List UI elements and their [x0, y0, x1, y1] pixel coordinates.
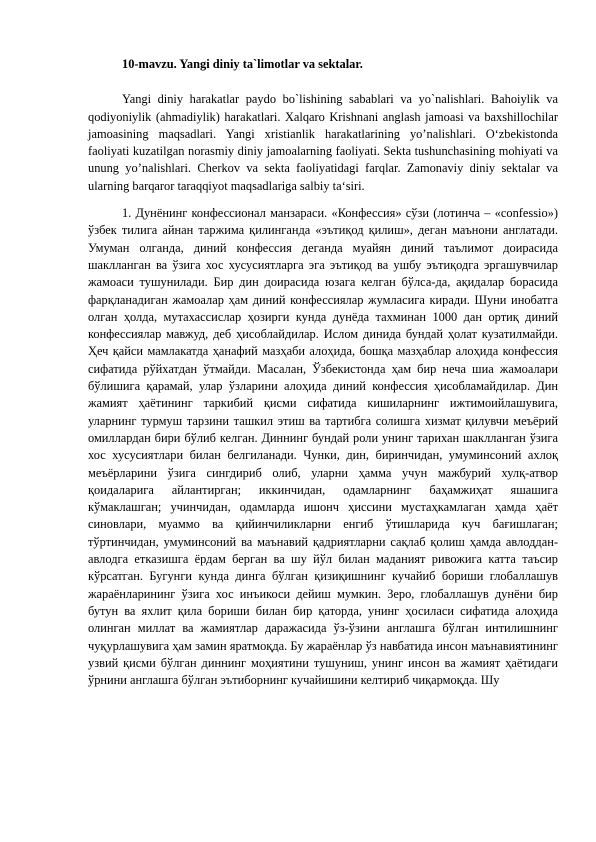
paragraph-gap — [88, 195, 558, 205]
body-paragraph: 1. Дунёнинг конфессионал манзараси. «Конфессия» сўзи (лотинча – «confessio») ўзбек тилига айнан таржима қилинганда «эътиқод қилиш», деган маънони англатади. Умуман олганда, диний конфессия деганда муайян диний таълимот доирасида шаклланган ва ўзига хос хусусиятларга эга эътиқод ва ушбу эътиқодга эргашувчилар жамоаси тушунилади. Бир дин доирасида юзага келган бўлса-да, ақидалар борасида фарқланадиган жамоалар ҳам диний конфессиялар жумласига киради. Шуни инобатга олган ҳолда, мутахассислар ҳозирги кунда дунёда тахминан 1000 дан ортиқ диний конфессиялар мавжуд, деб ҳисоблайдилар. Ислом динида бундай ҳолат кузатилмайди. Ҳеч қайси мамлакатда ҳанафий мазҳаби алоҳида, бошқа мазҳаблар алоҳида конфессия сифатида рўйхатдан ўтмайди. Масалан, Ўзбекистонда ҳам бир неча шиа жамоалари бўлишига қарамай, улар ўзларини алоҳида диний конфессия ҳисобламайдилар. Дин жамият ҳаётининг таркибий қисми сифатида кишиларнинг ижтимоийлашувига, уларнинг турмуш тарзини ташкил этиш ва тартибга солишга хизмат қилувчи меъёрий омиллардан бири бўлиб келган. Диннинг бундай роли унинг тарихан шаклланган ўзига хос хусусиятлари билан белгиланади. Чунки, дин, биринчидан, умуминсоний ахлоқ меъёрларини ўзига сингдириб олиб, уларни ҳамма учун мажбурий хулқ-атвор қоидаларига айлантирган; иккинчидан, одамларнинг баҳамжиҳат яшашига кўмаклашган; учинчидан, одамларда ишонч ҳиссини мустаҳкамлаган ҳамда ҳаёт синовлари, муаммо ва қийинчиликларни енгиб ўтишларида куч бағишлаган; тўртинчидан, умуминсоний ва маънавий қадриятларни сақлаб қолиш ҳамда авлоддан-авлодга етказишга ёрдам берган ва шу йўл билан маданият ривожига катта таъсир кўрсатган. Бугунги кунда динга бўлган қизиқишнинг кучайиб бориши глобаллашув жараёнларининг ўзига хос инъикоси дейиш мумкин. Зеро, глобаллашув дунёни бир бутун ва яхлит қила бориши билан бир қаторда, унинг ҳосиласи сифатида алоҳида олинган миллат ва жамиятлар даражасида ўз-ўзини англашга бўлган интилишнинг чуқурлашувига ҳам замин яратмоқда. Бу жараёнлар ўз навбатида инсон маънавиятининг узвий қисми бўлган диннинг моҳиятини тушуниш, унинг инсон ва жамият ҳаётидаги ўрнини англашга бўлган эътиборнинг кучайишини келтириб чиқармоқда. Шу — [88, 206, 558, 688]
document-page — [88, 56, 558, 689]
intro-paragraph: Yangi diniy harakatlar paydo bo`lishining sabablari va yo`nalishlari. Bahoiylik va qodiyoniylik (ahmadiylik) harakatlari. Xalqaro Krishnani anglash jamoasi va baxshillochilar jamoasining maqsadlari. Yangi xristianlik harakatlarining yo’nalishlari. O‘zbekistonda faoliyati kuzatilgan norasmiy diniy jamoalarning faoliyati. Sekta tushunchasining mohiyati va unung yo’nalishlari. Cherkov va sekta faoliyatidagi farqlar. Zamonaviy diniy sektalar va ularning barqaror taraqqiyot maqsadlariga salbiy ta‘siri. — [88, 92, 558, 193]
document-title: 10-mavzu. Yangi diniy ta`limotlar va sektalar. — [122, 57, 363, 71]
